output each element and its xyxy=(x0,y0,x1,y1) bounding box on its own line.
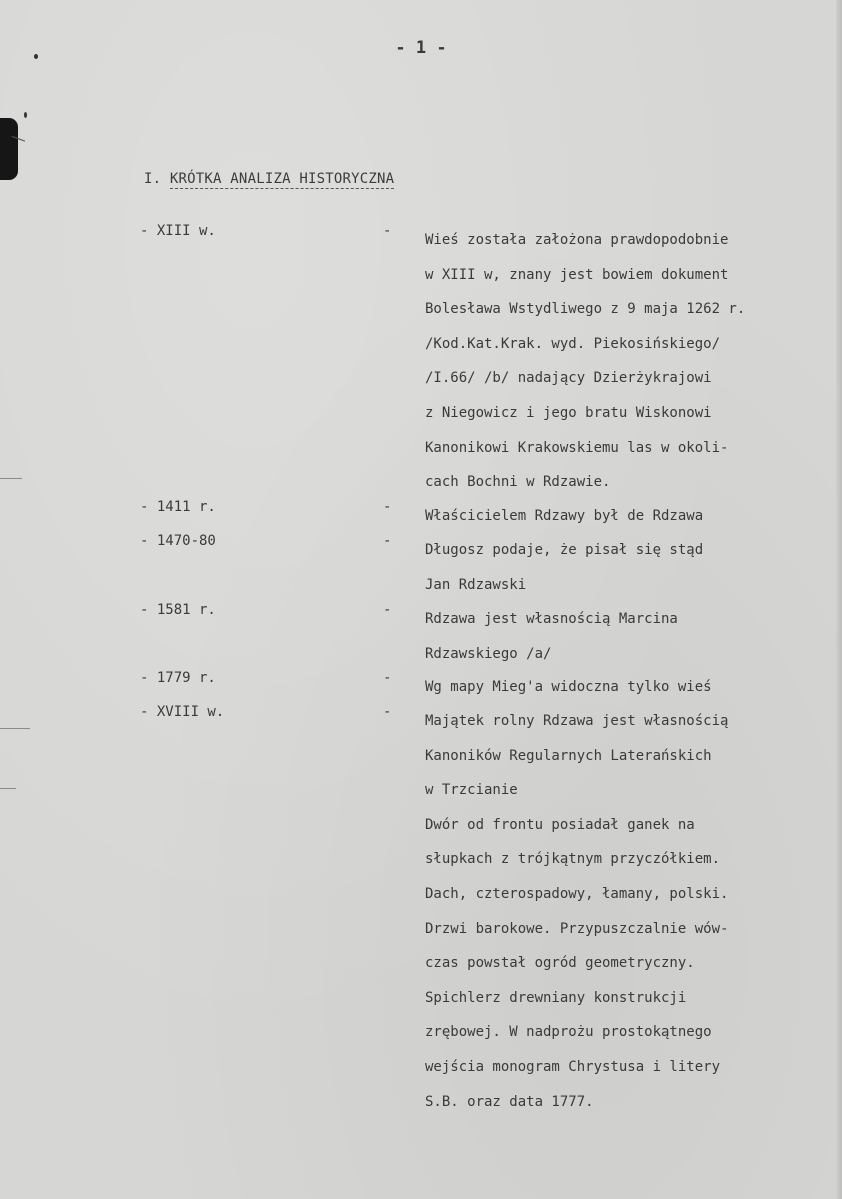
punch-hole-mark xyxy=(0,118,18,180)
margin-mark xyxy=(0,788,16,789)
entry-date: - 1779 r. xyxy=(140,670,216,686)
page-edge-shadow xyxy=(836,0,842,1199)
margin-mark xyxy=(0,478,22,479)
entry-dash: - xyxy=(383,533,392,549)
entry-text: Wg mapy Mieg'a widoczna tylko wieś xyxy=(425,679,712,695)
section-number: I. xyxy=(144,171,162,187)
entry-text: Długosz podaje, że pisał się stąd Jan Rdzawski xyxy=(425,542,704,593)
entry-dash: - xyxy=(383,223,392,239)
entry-text: Wieś została założona prawdopodobnie w XIII w, znany jest bowiem dokument Bolesława Wstydliwego z 9 maja 1262 r. /Kod.Kat.Krak. wyd. Piekosińskiego/ /I.66/ /b/ nadający Dzierżykrajowi z Niegowicz i jego bratu Wiskonowi Kanonikowi Krakowskiemu las w okoli- cach Bochni w Rdzawie. xyxy=(425,232,746,491)
margin-mark xyxy=(0,728,30,729)
entry-date: - XIII w. xyxy=(140,223,216,239)
entry-text: Majątek rolny Rdzawa jest własnością Kanoników Regularnych Laterańskich w Trzcianie Dwór od frontu posiadał ganek na słupkach z trójkątnym przyczółkiem. Dach, czterospadowy, łamany, polski. Drzwi barokowe. Przypuszczalnie wów- czas powstał ogród geometryczny. Spichlerz drewniany konstrukcji zrębowej. W nadprożu prostokątnego wejścia monogram Chrystusa i litery S.B. oraz data 1777. xyxy=(425,713,729,1110)
entry-date: - 1470-80 xyxy=(140,533,216,549)
section-heading xyxy=(144,171,394,187)
section-title: KRÓTKA ANALIZA HISTORYCZNA xyxy=(169,171,395,187)
ink-speck xyxy=(24,112,27,118)
entry-text: Właścicielem Rdzawy był de Rdzawa xyxy=(425,508,704,524)
entry-dash: - xyxy=(383,670,392,686)
entry-dash: - xyxy=(383,499,392,515)
entry-dash: - xyxy=(383,704,392,720)
entry-text: Rdzawa jest własnością Marcina Rdzawskiego /a/ xyxy=(425,611,678,662)
entry-date: - XVIII w. xyxy=(140,704,225,720)
page-number: - 1 - xyxy=(395,38,447,58)
entry-date: - 1411 r. xyxy=(140,499,216,515)
entry-date: - 1581 r. xyxy=(140,602,216,618)
entry-dash: - xyxy=(383,602,392,618)
